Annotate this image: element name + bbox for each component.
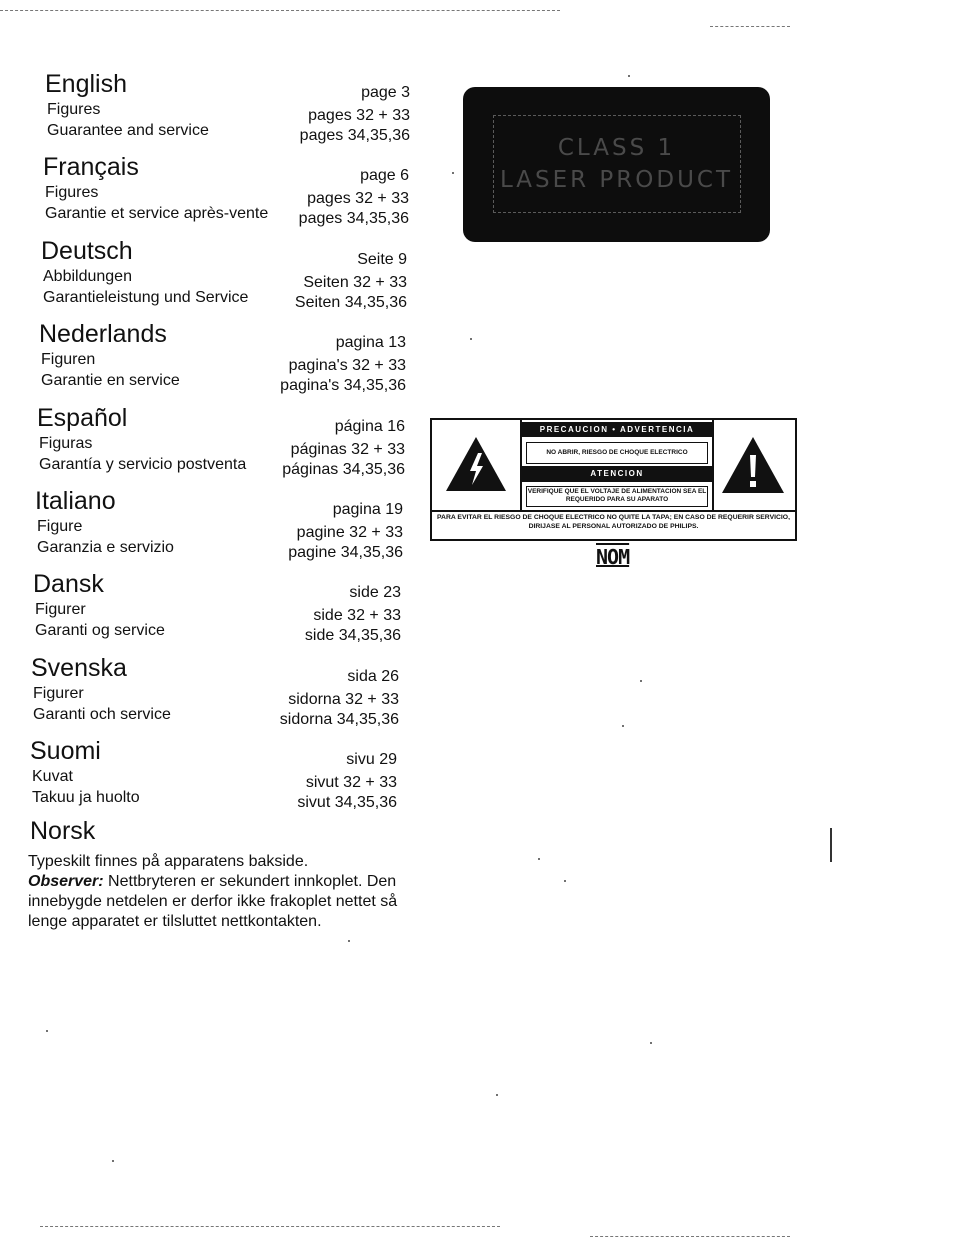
service-label: Guarantee and service bbox=[47, 122, 209, 139]
norsk-line1: Typeskilt finnes på apparatens bakside. bbox=[28, 853, 309, 870]
laser-class-text: CLASS 1 bbox=[557, 135, 676, 161]
language-entry bbox=[43, 153, 409, 233]
service-pages: pagina's 34,35,36 bbox=[280, 377, 406, 395]
language-title: Italiano bbox=[35, 487, 116, 515]
language-title: Deutsch bbox=[41, 236, 133, 265]
scan-speck bbox=[538, 858, 540, 860]
language-page: sida 26 bbox=[347, 667, 399, 685]
figures-pages: Seiten 32 + 33 bbox=[303, 273, 407, 291]
scan-speck bbox=[564, 880, 566, 882]
language-entry bbox=[37, 404, 405, 484]
service-pages: pagine 34,35,36 bbox=[288, 544, 403, 561]
observer-label: Observer: bbox=[28, 873, 104, 890]
figures-label: Figurer bbox=[35, 601, 86, 619]
figures-label: Kuvat bbox=[32, 768, 73, 786]
scan-speck bbox=[348, 940, 350, 942]
no-abrir-text: NO ABRIR, RIESGO DE CHOQUE ELECTRICO bbox=[526, 442, 708, 464]
figures-pages: pages 32 + 33 bbox=[308, 107, 410, 124]
service-label: Garantía y servicio postventa bbox=[39, 455, 247, 473]
language-entry bbox=[31, 654, 399, 734]
scan-edge-top bbox=[0, 10, 560, 11]
lightning-warning-icon bbox=[444, 435, 508, 493]
service-pages: pages 34,35,36 bbox=[298, 210, 409, 228]
language-title: Svenska bbox=[31, 653, 127, 682]
language-title: Dansk bbox=[33, 570, 104, 599]
language-page: página 16 bbox=[334, 417, 405, 435]
language-page: side 23 bbox=[349, 584, 401, 602]
laser-product-text: LASER PRODUCT bbox=[499, 167, 734, 193]
figures-label: Figuren bbox=[41, 351, 96, 369]
service-pages: sidorna 34,35,36 bbox=[279, 710, 399, 728]
service-label: Garanti og service bbox=[35, 622, 165, 640]
figures-label: Abbildungen bbox=[43, 267, 132, 285]
service-label: Takuu ja huolto bbox=[32, 789, 140, 807]
laser-label-frame bbox=[493, 115, 741, 213]
scan-speck bbox=[496, 1094, 498, 1096]
scan-speck bbox=[470, 338, 472, 340]
service-label: Garantie et service après-vente bbox=[45, 205, 269, 223]
figures-pages: sivut 32 + 33 bbox=[305, 774, 397, 792]
scan-mark-line bbox=[830, 828, 832, 862]
service-label: Garanti och service bbox=[33, 705, 171, 723]
scan-edge-bottom-right bbox=[590, 1236, 790, 1237]
precaucion-header: PRECAUCION • ADVERTENCIA bbox=[522, 422, 712, 437]
language-page: page 3 bbox=[361, 84, 410, 101]
language-title: Nederlands bbox=[39, 320, 167, 349]
scan-speck bbox=[112, 1160, 114, 1162]
service-pages: sivut 34,35,36 bbox=[297, 794, 397, 812]
warning-bottom-text: PARA EVITAR EL RIESGO DE CHOQUE ELECTRICO NO QUITE LA TAPA; EN CASO DE REQUERIR SERVICIO, DIRIJASE AL PERSONAL AUTORIZADO DE PHILIPS. bbox=[437, 514, 790, 530]
service-label: Garanzia e servizio bbox=[37, 539, 174, 556]
warning-label bbox=[430, 418, 797, 541]
figures-label: Figure bbox=[37, 518, 83, 535]
warning-center-panel bbox=[520, 420, 714, 510]
exclamation-warning-icon bbox=[720, 435, 786, 495]
figures-pages: side 32 + 33 bbox=[313, 607, 401, 625]
language-entry bbox=[35, 487, 403, 567]
figures-pages: páginas 32 + 33 bbox=[290, 440, 405, 458]
language-page: pagina 13 bbox=[335, 334, 406, 352]
language-page: pagina 19 bbox=[332, 501, 403, 518]
language-title: Español bbox=[37, 403, 128, 432]
service-label: Garantie en service bbox=[41, 372, 180, 390]
scan-speck bbox=[622, 725, 624, 727]
figures-label: Figurer bbox=[33, 684, 84, 702]
language-title: Suomi bbox=[30, 737, 101, 766]
language-page: sivu 29 bbox=[346, 751, 397, 769]
service-pages: páginas 34,35,36 bbox=[282, 460, 405, 478]
norsk-text bbox=[28, 852, 408, 932]
language-entry bbox=[45, 70, 410, 150]
scan-speck bbox=[452, 172, 454, 174]
figures-label: Figuras bbox=[39, 434, 93, 452]
figures-label: Figures bbox=[45, 184, 99, 202]
verifique-text: VERIFIQUE QUE EL VOLTAJE DE ALIMENTACION SEA EL REQUERIDO PARA SU APARATO bbox=[526, 486, 708, 507]
service-pages: side 34,35,36 bbox=[304, 627, 401, 645]
norsk-heading: Norsk bbox=[30, 817, 96, 845]
scan-speck bbox=[650, 1042, 652, 1044]
figures-pages: pages 32 + 33 bbox=[307, 190, 409, 208]
figures-pages: pagina's 32 + 33 bbox=[288, 357, 406, 375]
scan-edge-top-right bbox=[710, 26, 790, 27]
scan-speck bbox=[640, 680, 642, 682]
language-title: Français bbox=[43, 153, 139, 182]
warning-upper bbox=[432, 420, 795, 512]
laser-product-label bbox=[463, 87, 770, 242]
language-entry bbox=[39, 320, 406, 400]
language-entry bbox=[30, 737, 397, 817]
figures-pages: pagine 32 + 33 bbox=[296, 524, 403, 541]
language-page: page 6 bbox=[360, 167, 409, 185]
language-entry bbox=[33, 570, 401, 650]
service-pages: pages 34,35,36 bbox=[299, 127, 410, 144]
observer-text: Nettbryteren er sekundert innkoplet. Den innebygde netdelen er derfor ikke frakoplet nettet så lenge apparatet er tilsluttet nettkontakten. bbox=[28, 873, 398, 930]
service-pages: Seiten 34,35,36 bbox=[294, 293, 407, 311]
scan-edge-bottom bbox=[40, 1226, 500, 1227]
language-title: English bbox=[45, 70, 127, 98]
scan-speck bbox=[628, 75, 630, 77]
nom-mark: NOM bbox=[596, 545, 630, 569]
scan-speck bbox=[46, 1030, 48, 1032]
language-entry bbox=[41, 237, 407, 317]
atencion-header: ATENCION bbox=[522, 466, 712, 482]
figures-pages: sidorna 32 + 33 bbox=[288, 690, 399, 708]
language-page: Seite 9 bbox=[357, 250, 407, 268]
figures-label: Figures bbox=[47, 101, 101, 118]
service-label: Garantieleistung und Service bbox=[43, 288, 249, 306]
